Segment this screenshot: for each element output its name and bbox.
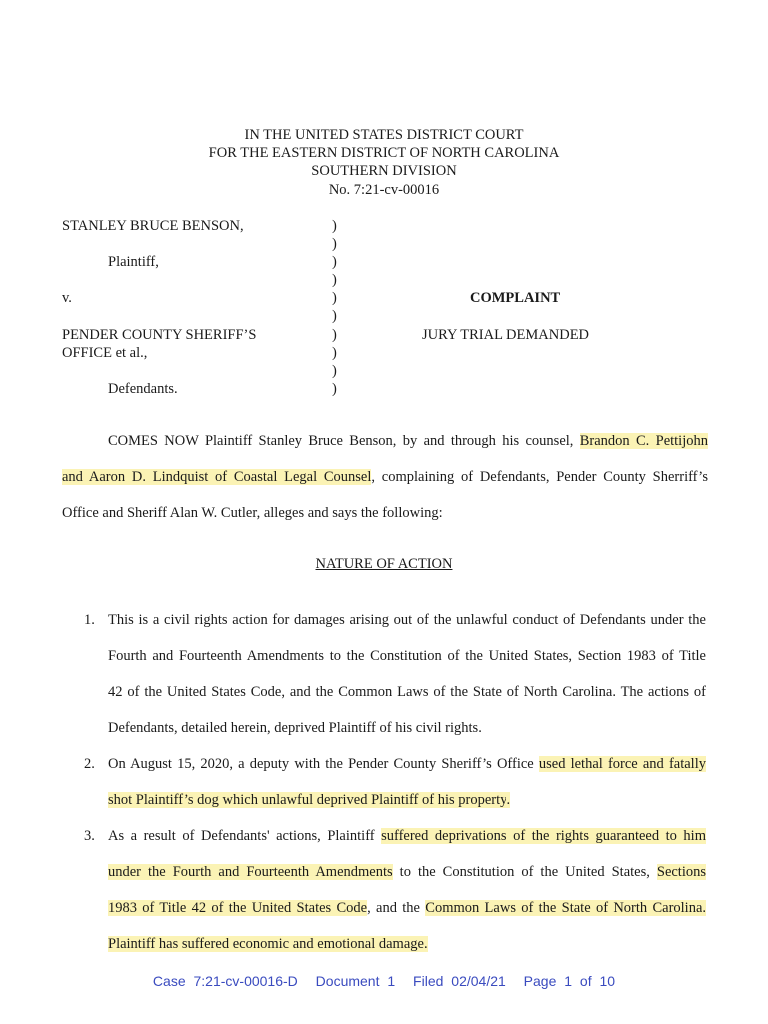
footer-page-number: Page 1 of 10	[523, 973, 616, 989]
intro-text: COMES NOW Plaintiff Stanley Bruce Benson, by and through his counsel,	[108, 433, 580, 449]
caption-paren: )	[332, 236, 337, 253]
caption-paren: )	[332, 326, 337, 343]
caption-paren: )	[332, 290, 337, 307]
item-number: 1.	[84, 612, 95, 628]
highlighted-text: suffered deprivations of the rights guaranteed to him	[381, 828, 706, 844]
item-text: , and the	[367, 900, 426, 916]
highlighted-text: 1983 of Title 42 of the United States Code	[108, 900, 368, 916]
caption-paren: )	[332, 218, 337, 234]
court-heading	[0, 126, 768, 199]
highlighted-text: under the Fourth and Fourteenth Amendments	[108, 864, 393, 880]
intro-text: , complaining of Defendants, Pender County Sherriff’s	[371, 469, 708, 485]
defendant-name-line1: PENDER COUNTY SHERIFF’S	[62, 326, 257, 343]
item-text: On August 15, 2020, a deputy with the Pender County Sheriff’s Office	[108, 756, 539, 772]
caption-paren: )	[332, 362, 337, 379]
section-heading: NATURE OF ACTION	[315, 556, 453, 572]
caption-paren: )	[332, 380, 337, 397]
item-text: .	[423, 936, 428, 952]
versus: v.	[62, 290, 72, 307]
case-caption	[62, 217, 702, 398]
caption-paren: )	[332, 344, 337, 361]
court-name: IN THE UNITED STATES DISTRICT COURT	[244, 127, 524, 143]
highlighted-text: Sections	[656, 864, 707, 880]
item-text: Fourth and Fourteenth Amendments to the Constitution of the United States, Section 1983 of Title	[108, 648, 706, 664]
list-item	[84, 602, 706, 746]
footer-filed-date: Filed 02/04/21	[413, 973, 506, 989]
caption-paren: )	[332, 308, 337, 325]
defendant-role: Defendants.	[108, 380, 178, 397]
item-text: .	[506, 792, 511, 808]
item-number: 3.	[84, 828, 95, 844]
intro-text: Office and Sheriff Alan W. Cutler, alleges and says the following:	[62, 505, 443, 521]
item-text: to the Constitution of the United States,	[392, 864, 657, 880]
highlighted-text: shot Plaintiff’s dog which unlawful deprived Plaintiff of his property	[108, 792, 507, 808]
document-title: COMPLAINT	[470, 290, 561, 307]
court-district: FOR THE EASTERN DISTRICT OF NORTH CAROLINA	[208, 145, 560, 162]
item-text: This is a civil rights action for damages arising out of the unlawful conduct of Defendants under the	[108, 612, 706, 628]
list-item	[84, 746, 706, 818]
highlighted-text: Common Laws of the State of North Carolina	[425, 900, 703, 916]
footer-document-number: Document 1	[315, 973, 396, 989]
court-division: SOUTHERN DIVISION	[311, 163, 457, 180]
item-text: Defendants, detailed herein, deprived Plaintiff of his civil rights.	[108, 720, 482, 736]
plaintiff-name: STANLEY BRUCE BENSON,	[62, 218, 244, 234]
item-text: .	[702, 900, 707, 916]
item-text: As a result of Defendants' actions, Plaintiff	[108, 828, 382, 844]
list-item	[84, 818, 706, 962]
highlighted-text: Plaintiff has suffered economic and emotional damage	[108, 936, 424, 952]
filing-footer	[0, 973, 768, 989]
caption-paren: )	[332, 272, 337, 289]
item-number: 2.	[84, 756, 95, 772]
allegation-list	[84, 602, 706, 962]
case-number: No. 7:21-cv-00016	[328, 181, 440, 198]
footer-case-number: Case 7:21-cv-00016-D	[152, 973, 298, 989]
highlighted-text: used lethal force and fatally	[538, 756, 706, 772]
jury-demand: JURY TRIAL DEMANDED	[422, 326, 590, 343]
highlighted-text: and Aaron D. Lindquist of Coastal Legal Counsel	[62, 469, 372, 485]
intro-paragraph	[62, 423, 708, 531]
caption-paren: )	[332, 254, 337, 271]
plaintiff-role: Plaintiff,	[108, 254, 159, 271]
highlighted-text: Brandon C. Pettijohn	[579, 433, 708, 449]
item-text: 42 of the United States Code, and the Common Laws of the State of North Carolina. The actions of	[108, 684, 706, 700]
defendant-name-line2: OFFICE et al.,	[62, 344, 148, 361]
